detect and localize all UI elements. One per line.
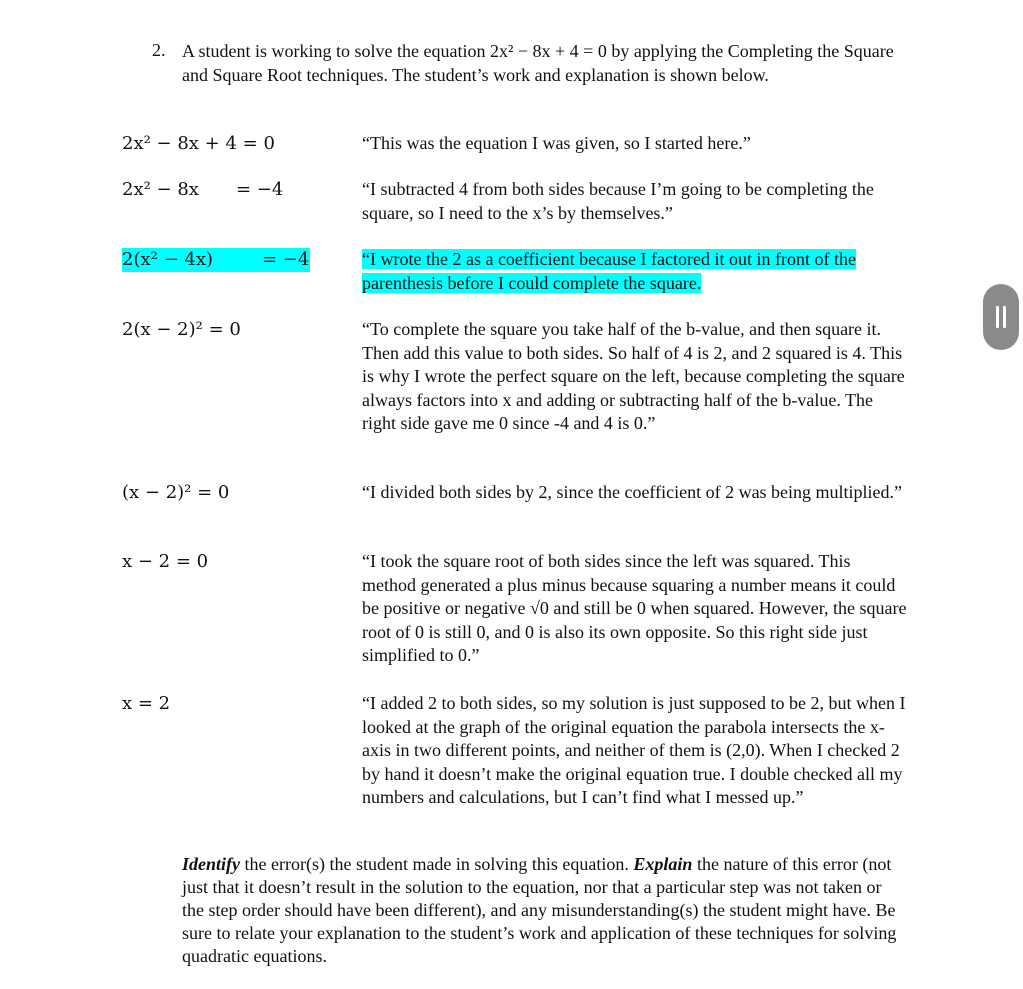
step-equation: x − 2 = 0	[122, 551, 209, 572]
step-explanation: “I divided both sides by 2, since the coefficient of 2 was being multiplied.”	[362, 482, 903, 502]
question-intro: A student is working to solve the equation 2x² − 8x + 4 = 0 by applying the Completing the Square and Square Root techniques. The student’s work and explanation is shown below.	[182, 41, 894, 85]
identify-keyword: Identify	[182, 854, 240, 874]
question-number: 2.	[152, 40, 166, 60]
step-equation: 2x² − 8x	[122, 179, 199, 200]
grip-line	[996, 306, 999, 328]
step-equation-rhs: = −4	[262, 249, 310, 270]
step-explanation: “I subtracted 4 from both sides because I’m going to be completing the square, so I need to the x’s by themselves.”	[362, 179, 874, 223]
step-equation: (x − 2)² = 0	[122, 482, 230, 503]
highlighted-text: “I wrote the 2 as a coefficient because I factored it out in front of the parenthesis before I could complete the square.	[362, 249, 856, 293]
step-equation: x = 2	[122, 693, 171, 714]
step-explanation: “I added 2 to both sides, so my solution is just supposed to be 2, but when I looked at the graph of the original equation the parabola intersects the x-axis in two different points, and neither of them is (2,0). When I checked 2 by hand it doesn’t make the original equation true. I double checked all my numbers and calculations, but I can’t find what I messed up.”	[362, 693, 906, 807]
grip-line	[1003, 306, 1006, 328]
step-equation: 2(x − 2)² = 0	[122, 319, 241, 340]
prompt-part2: the nature of this error (not just that it doesn’t result in the solution to the equation, nor that a particular step was not taken or the step order should have been different), and any misunderstanding(s) the student might have. Be sure to relate your explanation to the student’s work and application of these techniques for solving quadratic equations.	[182, 854, 897, 966]
step-explanation: “To complete the square you take half of the b-value, and then square it. Then add this value to both sides. So half of 4 is 2, and 2 squared is 4. This is why I wrote the perfect square on the left, because completing the square always factors into x and adding or subtracting half of the b-value. The right side gave me 0 since -4 and 4 is 0.”	[362, 319, 905, 433]
question-prompt	[182, 853, 902, 968]
explain-keyword: Explain	[633, 854, 693, 874]
step-explanation	[362, 248, 907, 295]
step-equation-rhs: = −4	[236, 179, 284, 200]
scroll-handle[interactable]	[983, 284, 1019, 350]
step-equation: 2x² − 8x + 4 = 0	[122, 133, 275, 154]
prompt-part1: the error(s) the student made in solving this equation.	[240, 854, 634, 874]
step-equation	[122, 248, 310, 272]
step-explanation: “I took the square root of both sides since the left was squared. This method generated a plus minus because squaring a number means it could be positive or negative √0 and still be 0 when squared. However, the square root of 0 is still 0, and 0 is also its own opposite. So this right side just simplified to 0.”	[362, 551, 907, 665]
step-explanation: “This was the equation I was given, so I started here.”	[362, 133, 751, 153]
step-equation-lhs: 2(x² − 4x)	[122, 249, 213, 270]
